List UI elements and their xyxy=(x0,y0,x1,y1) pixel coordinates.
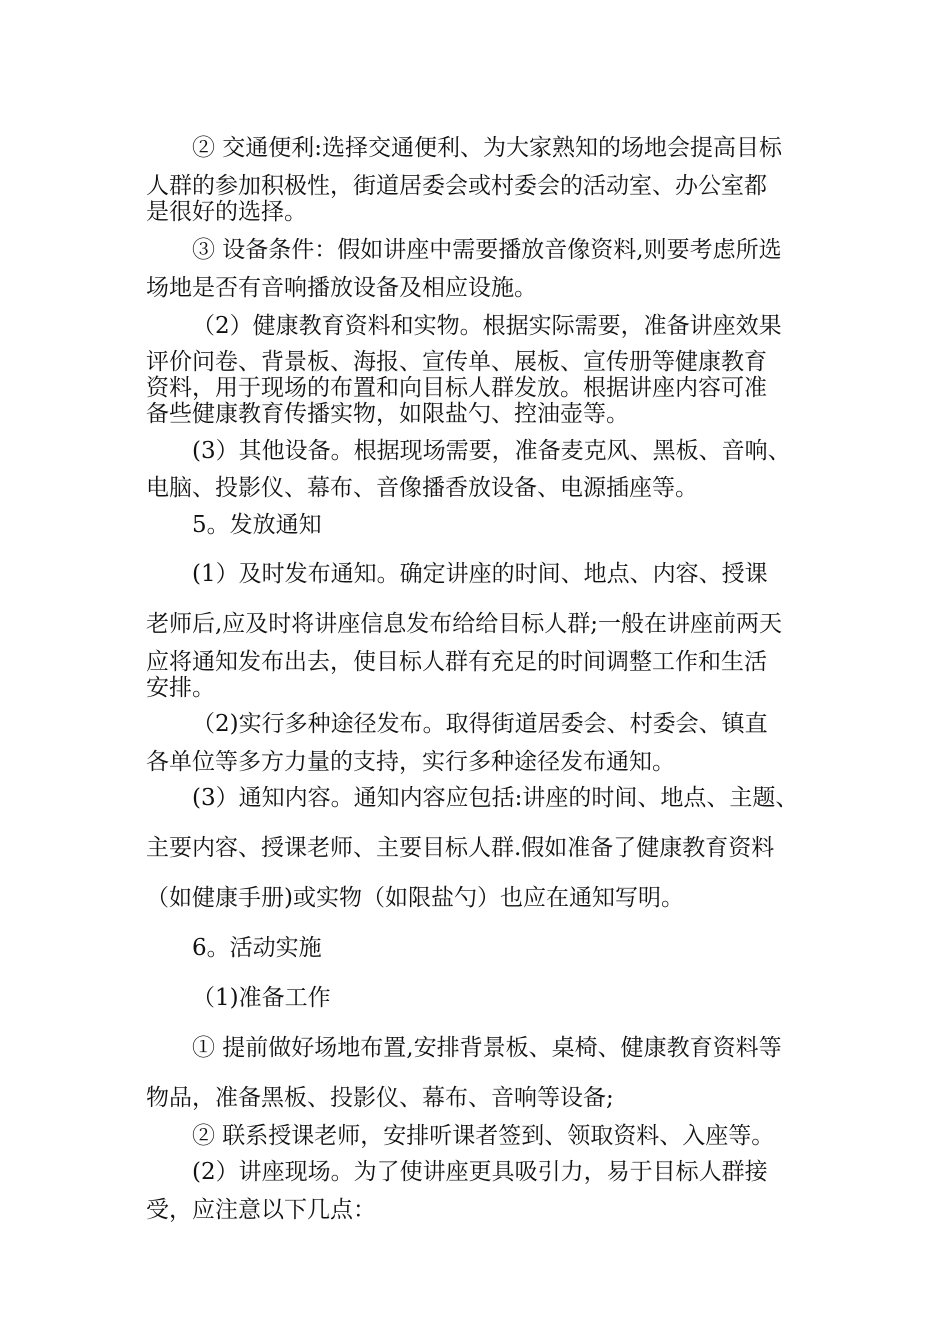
paragraph-line: 电脑、投影仪、幕布、音像播香放设备、电源插座等。 xyxy=(146,475,698,501)
paragraph-line: 场地是否有音响播放设备及相应设施。 xyxy=(146,275,537,301)
paragraph-line: （2）健康教育资料和实物。根据实际需要，准备讲座效果 xyxy=(192,313,782,339)
paragraph-line: 各单位等多方力量的支持，实行多种途径发布通知。 xyxy=(146,749,675,775)
section-heading: 6。活动实施 xyxy=(192,935,322,961)
paragraph-line: ② 交通便利:选择交通便利、为大家熟知的场地会提高目标 xyxy=(192,135,783,161)
paragraph-line: 受，应注意以下几点： xyxy=(146,1197,376,1223)
subsection-heading: （1)准备工作 xyxy=(192,985,331,1011)
paragraph-line: 资料，用于现场的布置和向目标人群发放。根据讲座内容可准 xyxy=(146,375,767,401)
paragraph-line: 备些健康教育传播实物，如限盐勺、控油壶等。 xyxy=(146,401,629,427)
section-heading: 5。发放通知 xyxy=(192,512,322,538)
paragraph-line: 应将通知发布出去，使目标人群有充足的时间调整工作和生活 xyxy=(146,649,767,675)
paragraph-line: （2)实行多种途径发布。取得街道居委会、村委会、镇直 xyxy=(192,711,768,737)
paragraph-line: 老师后,应及时将讲座信息发布给给目标人群;一般在讲座前两天 xyxy=(146,611,783,637)
paragraph-line: 是很好的选择。 xyxy=(146,199,307,225)
paragraph-line: ① 提前做好场地布置,安排背景板、桌椅、健康教育资料等 xyxy=(192,1035,782,1061)
paragraph-line: (3）通知内容。通知内容应包括:讲座的时间、地点、主题、 xyxy=(192,785,799,811)
paragraph-line: 安排。 xyxy=(146,675,215,701)
paragraph-line: 评价问卷、背景板、海报、宣传单、展板、宣传册等健康教育 xyxy=(146,349,767,375)
paragraph-line: (1）及时发布通知。确定讲座的时间、地点、内容、授课 xyxy=(192,561,768,587)
paragraph-line: 人群的参加积极性，街道居委会或村委会的活动室、办公室都 xyxy=(146,173,767,199)
paragraph-line: 主要内容、授课老师、主要目标人群.假如准备了健康教育资料 xyxy=(146,835,775,861)
paragraph-line: (2）讲座现场。为了使讲座更具吸引力，易于目标人群接 xyxy=(192,1159,768,1185)
paragraph-line: ② 联系授课老师，安排听课者签到、领取资料、入座等。 xyxy=(192,1123,775,1149)
paragraph-line: 物品，准备黑板、投影仪、幕布、音响等设备; xyxy=(146,1085,614,1111)
paragraph-line: ③ 设备条件：假如讲座中需要播放音像资料,则要考虑所选 xyxy=(192,237,782,263)
paragraph-line: （如健康手册)或实物（如限盐勺）也应在通知写明。 xyxy=(146,885,684,911)
paragraph-line: (3）其他设备。根据现场需要，准备麦克风、黑板、音响、 xyxy=(192,438,791,464)
